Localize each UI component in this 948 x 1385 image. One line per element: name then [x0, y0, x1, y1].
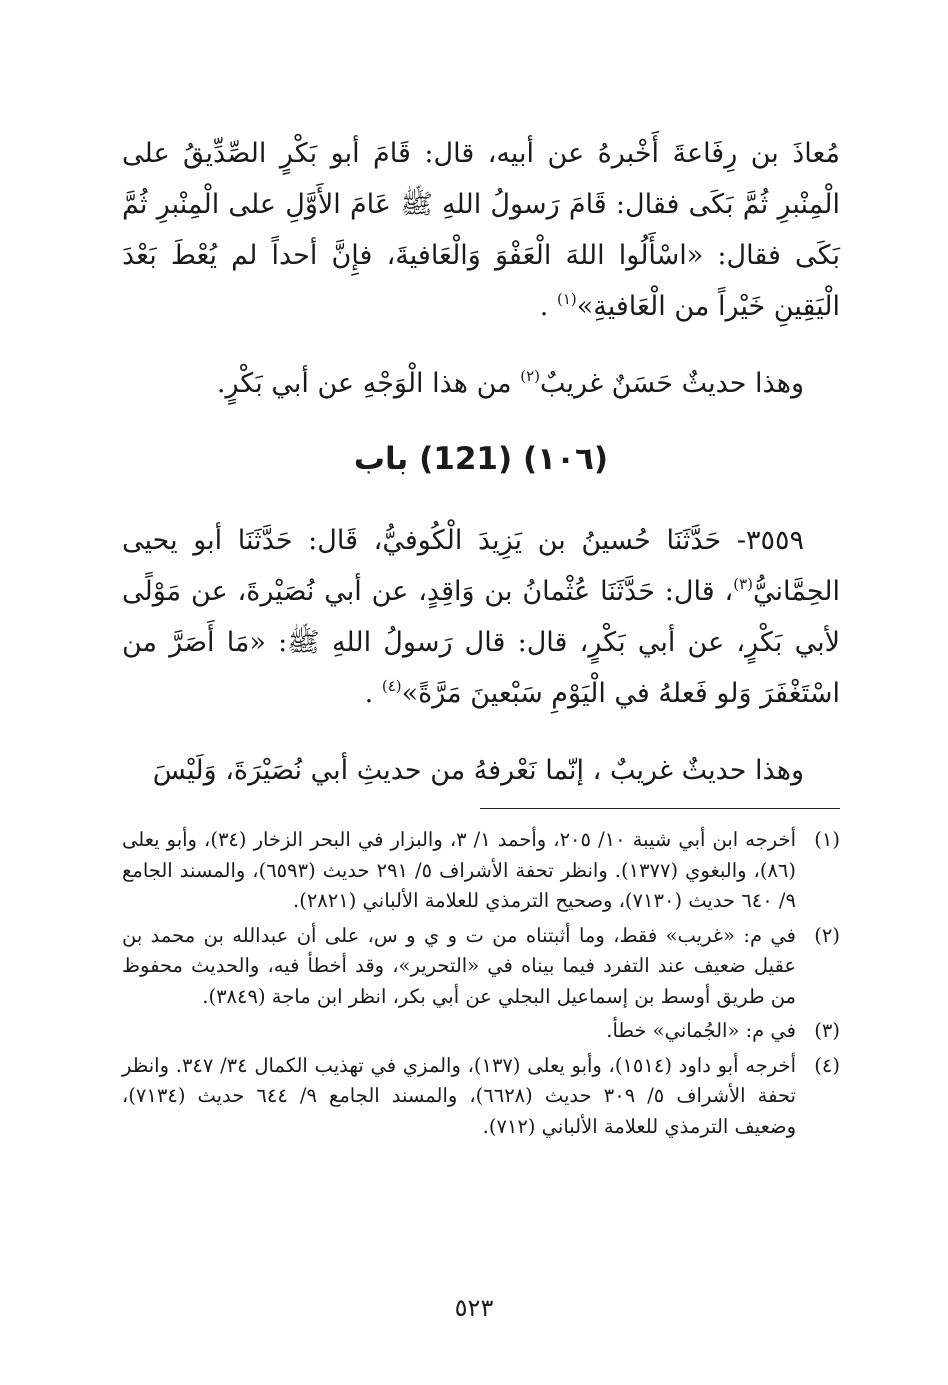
hadith-judgement: [122, 358, 840, 409]
footnote-text: في م: «غريب» فقط، وما أثبتناه من ت و ي و س، على أن عبدالله بن محمد بن عقيل ضعيف عند التفرد فيما بيناه في «التحرير»، وقد أخطأ فيه، والحديث محفوظ من طريق أوسط بن إسماعيل البجلي عن أبي بكر، انظر ابن ماجة (٣٨٤٩).: [122, 923, 796, 1008]
footnote-text: أخرجه ابن أبي شيبة ١٠/ ٢٠٥، وأحمد ١/ ٣، والبزار في البحر الزخار (٣٤)، وأبو يعلى (٨٦)، والبغوي (١٣٧٧). وانظر تحفة الأشراف ٥/ ٢٩١ حديث (٦٥٩٣)، والمسند الجامع ٩/ ٦٤٠ حديث (٧١٣٠)، وصحيح الترمذي للعلامة الألباني (٢٨٢١).: [122, 828, 796, 912]
page-number: ٥٢٣: [454, 1294, 494, 1322]
hadith-paragraph-3559: [122, 515, 840, 719]
page-content: [122, 120, 840, 1146]
footnote-2: [122, 921, 840, 1013]
footnote-text: أخرجه أبو داود (١٥١٤)، وأبو يعلى (١٣٧)، والمزي في تهذيب الكمال ٣٤/ ٣٤٧. وانظر تحفة الأشراف ٥/ ٣٠٩ حديث (٦٦٢٨)، والمسند الجامع ٩/ ٦٤٤ حديث (٧١٣٤)، وضعيف الترمذي للعلامة الألباني (٧١٢).: [122, 1053, 796, 1138]
footnote-number: (١): [814, 828, 840, 851]
footnote-divider: [480, 808, 840, 809]
continuation-text: مُعاذَ بن رِفَاعةَ أَخْبرهُ عن أبيه، قال: قَامَ أبو بَكْرٍ الصِّدِّيقُ على الْمِنْبرِ ثُمَّ بَكَى فقال: قَامَ رَسولُ اللهِ ﷺ عَامَ الأَوَّلِ على الْمِنْبرِ ثُمَّ بَكَى فقال: «اسْأَلُوا اللهَ الْعَفْوَ وَالْعَافيةَ، فإِنَّ أحداً لم يُعْطَ بَعْدَ الْيَقِينِ خَيْراً من الْعَافيةِ»: [122, 138, 840, 322]
footnotes-list: [122, 825, 840, 1142]
continuation-end: .: [539, 291, 549, 322]
judgement-text-a: وهذا حديثٌ حَسَنٌ غريبٌ: [540, 368, 804, 399]
footnote-text: في م: «الجُماني» خطأ.: [606, 1019, 796, 1042]
hadith-end: .: [364, 678, 374, 709]
footnote-ref-3[interactable]: (٣): [733, 575, 753, 593]
hadith-continuation-paragraph: [122, 128, 840, 332]
chapter-heading: (١٠٦) (121) باب: [353, 441, 609, 477]
footnote-4: [122, 1051, 840, 1143]
hadith-text-a: ٣٥٥٩- حَدَّثَنَا حُسينُ بن يَزِيدَ الْكُوفيُّ، قَال: حَدَّثَنَا أبو يحيى الحِمَّانيُّ: [122, 525, 840, 607]
footnote-ref-2[interactable]: (٢): [520, 367, 541, 385]
footnote-number: (٤): [814, 1053, 840, 1077]
footnote-ref-1[interactable]: (١): [556, 290, 577, 308]
hadith-text-b: ، قال: حَدَّثَنَا عُثْمانُ بن وَاقِدٍ، عن أبي نُصَيْرةَ، عن مَوْلًى لأبي بَكْرٍ، عن أبي بَكْرٍ، قال: قال رَسولُ اللهِ ﷺ: «مَا أَصَرَّ من اسْتَغْفَرَ وَلو فَعلهُ في الْيَوْمِ سَبْعينَ مَرَّةً»: [122, 576, 840, 709]
footnote-number: (٣): [814, 1019, 840, 1042]
footnote-number: (٢): [814, 923, 840, 947]
hadith-commentary: وهذا حديثٌ غريبٌ ، إنّما نَعْرفهُ من حديثِ أبي نُصَيْرَةَ، وَلَيْسَ: [152, 755, 804, 786]
footnote-3: [122, 1016, 840, 1047]
footnote-1: [122, 825, 840, 917]
footnote-ref-4[interactable]: (٤): [381, 677, 402, 695]
judgement-text-b: من هذا الْوَجْهِ عن أبي بَكْرٍ.: [216, 368, 512, 399]
